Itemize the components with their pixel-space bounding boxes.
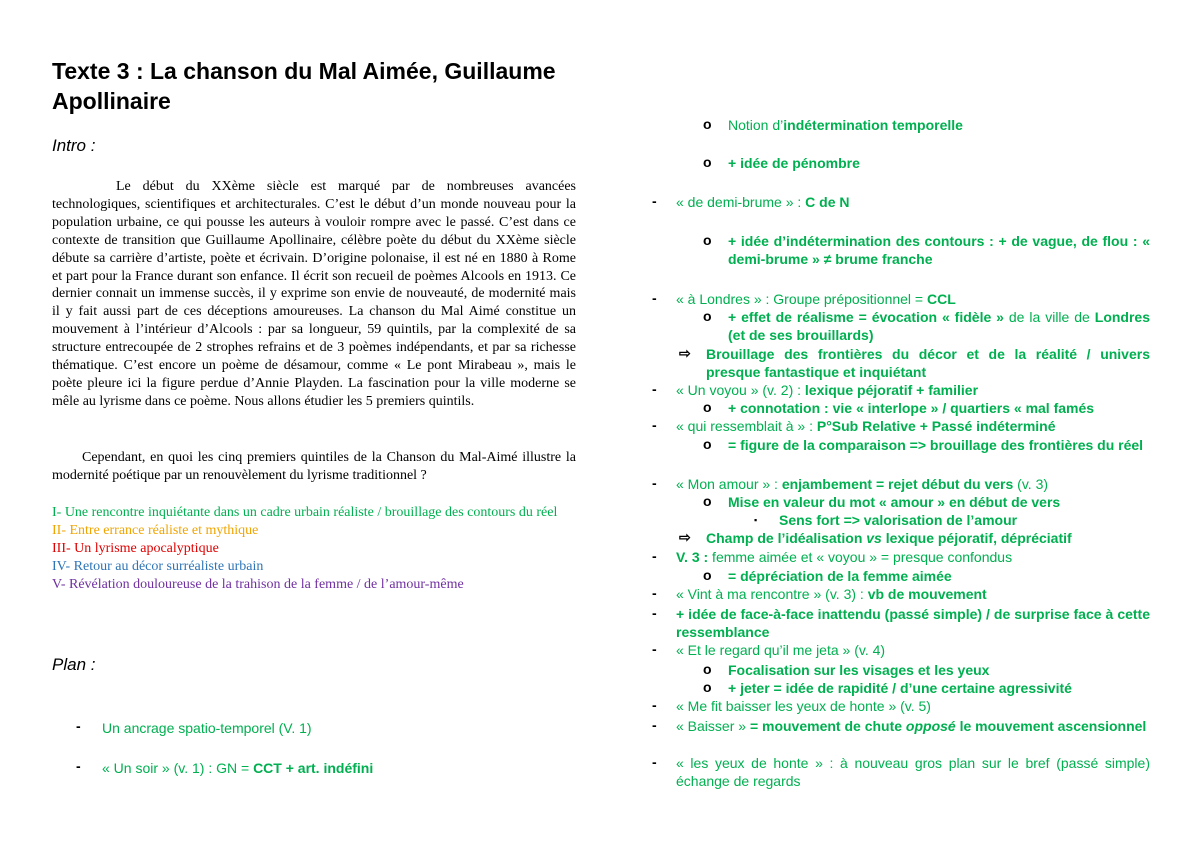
right-item-r5: « à Londres » : Groupe prépositionnel = CCL: [676, 291, 956, 307]
right-item-r14: Sens fort => valorisation de l’amour: [779, 512, 1018, 528]
bullet-dash: -: [652, 754, 657, 770]
bullet-circle: o: [703, 154, 712, 170]
bullet-dash: -: [652, 381, 657, 397]
right-item-r21: Focalisation sur les visages et les yeux: [728, 662, 990, 678]
right-item-r10: « qui ressemblait à » : P°Sub Relative + Passé indéterminé: [676, 418, 1056, 434]
bullet-circle: o: [703, 399, 712, 415]
outline-list: [52, 504, 576, 594]
bullet-dash: -: [652, 717, 657, 733]
right-item-r25: « les yeux de honte » : à nouveau gros plan sur le bref (passé simple) échange de regards: [676, 755, 1150, 790]
bullet-circle: o: [703, 493, 712, 509]
bullet-circle: o: [703, 567, 712, 583]
left-item-1: Un ancrage spatio-temporel (V. 1): [102, 720, 312, 736]
right-item-r9: + connotation : vie « interlope » / quartiers « mal famés: [728, 400, 1095, 416]
intro-heading: Intro :: [52, 136, 96, 155]
right-item-r17: = dépréciation de la femme aimée: [728, 568, 952, 584]
problematique-paragraph: Cependant, en quoi les cinq premiers quintiles de la Chanson du Mal-Aimé illustre la modernité poétique par un renouvèlement du lyrisme traditionnel ?: [52, 450, 576, 483]
bullet-dash: -: [652, 193, 657, 209]
right-item-r19: + idée de face-à-face inattendu (passé simple) / de surprise face à cette ressemblance: [676, 606, 1150, 641]
right-item-r7: Brouillage des frontières du décor et de la réalité / univers presque fantastique et inquiétant: [706, 346, 1150, 381]
right-item-r15: Champ de l’idéalisation vs lexique péjoratif, dépréciatif: [706, 530, 1072, 546]
bullet-circle: o: [703, 661, 712, 677]
bullet-dash: -: [76, 718, 81, 734]
right-item-r3: « de demi-brume » : C de N: [676, 194, 850, 210]
bullet-square: ▪: [754, 515, 758, 525]
right-item-r16: V. 3 : femme aimée et « voyou » = presque confondus: [676, 549, 1013, 565]
bullet-circle: o: [703, 116, 712, 132]
bullet-circle: o: [703, 232, 712, 248]
intro-paragraph: Le début du XXème siècle est marqué par de nombreuses avancées technologiques, scientifiques et architecturales. C’est le début d’un monde nouveau pour la population urbaine, ce qui pousse les auteurs à vouloir rompre avec le passé. C’est dans ce contexte de transition que Guillaume Apollinaire, célèbre poète du début du XXème siècle débute sa carrière d’artiste, poète et écrivain. D’origine polonaise, il est né en 1880 à Rome et part pour la France durant son enfance. Il écrit son recueil de poèmes Alcools en 1913. Ce dernier connait un immense succès, il y exprime son envie de nouveauté, de modernité mais il y fait aussi part de ces déceptions amoureuses. La chanson du Mal Aimé constitue un mouvement à l’intérieur d’Alcools : par sa longueur, 59 quintils, par la complexité de sa structure entrecoupée de 2 strophes refrains et de 3 poèmes indépendants, et par sa richesse thématique. C’est encore un poème de désamour, comme « Le pont Mirabeau », mais le poète pleure ici la figure perdue d’Annie Playden. La fascination pour la ville moderne se mêle au lyrisme dans ce poème. Nous allons étudier les 5 premiers quintils.: [52, 179, 576, 409]
right-item-r11: = figure de la comparaison => brouillage des frontières du réel: [728, 437, 1144, 453]
bullet-circle: o: [703, 308, 712, 324]
outline-item-4: IV- Retour au décor surréaliste urbain: [52, 559, 264, 574]
bullet-dash: -: [652, 548, 657, 564]
outline-item-5: V- Révélation douloureuse de la trahison de la femme / de l’amour-même: [52, 577, 464, 592]
right-item-r23: « Me fit baisser les yeux de honte » (v. 5): [676, 698, 931, 714]
right-item-r1: Notion d’indétermination temporelle: [728, 117, 963, 133]
outline-item-2: II- Entre errance réaliste et mythique: [52, 523, 259, 538]
arrow-right-icon: ⇨: [679, 529, 691, 545]
right-item-r6: + effet de réalisme = évocation « fidèle » de la ville de Londres (et de ses brouillards): [728, 309, 1150, 344]
bullet-dash: -: [652, 697, 657, 713]
right-item-r8: « Un voyou » (v. 2) : lexique péjoratif + familier: [676, 382, 979, 398]
right-item-r13: Mise en valeur du mot « amour » en début de vers: [728, 494, 1061, 510]
page-title: Texte 3 : La chanson du Mal Aimée, Guillaume Apollinaire: [52, 58, 556, 114]
bullet-dash: -: [652, 290, 657, 306]
bullet-circle: o: [703, 436, 712, 452]
right-item-r2: + idée de pénombre: [728, 155, 860, 171]
right-item-r4: + idée d’indétermination des contours : + de vague, de flou : « demi-brume » ≠ brume franche: [728, 233, 1150, 268]
left-item-2: « Un soir » (v. 1) : GN = CCT + art. indéfini: [102, 760, 374, 776]
bullet-circle: o: [703, 679, 712, 695]
right-item-r20: « Et le regard qu’il me jeta » (v. 4): [676, 642, 886, 658]
bullet-dash: -: [652, 641, 657, 657]
bullet-dash: -: [652, 475, 657, 491]
bullet-dash: -: [652, 585, 657, 601]
bullet-dash: -: [652, 605, 657, 621]
bullet-dash: -: [76, 758, 81, 774]
plan-heading: Plan :: [52, 655, 96, 674]
outline-item-1: I- Une rencontre inquiétante dans un cadre urbain réaliste / brouillage des contours du réel: [52, 505, 558, 520]
right-item-r24: « Baisser » = mouvement de chute opposé le mouvement ascensionnel: [676, 718, 1147, 734]
bullet-dash: -: [652, 417, 657, 433]
outline-item-3: III- Un lyrisme apocalyptique: [52, 541, 219, 556]
right-item-r12: « Mon amour » : enjambement = rejet début du vers (v. 3): [676, 476, 1049, 492]
right-item-r22: + jeter = idée de rapidité / d’une certaine agressivité: [728, 680, 1072, 696]
right-item-r18: « Vint à ma rencontre » (v. 3) : vb de mouvement: [676, 586, 987, 602]
arrow-right-icon: ⇨: [679, 345, 691, 361]
